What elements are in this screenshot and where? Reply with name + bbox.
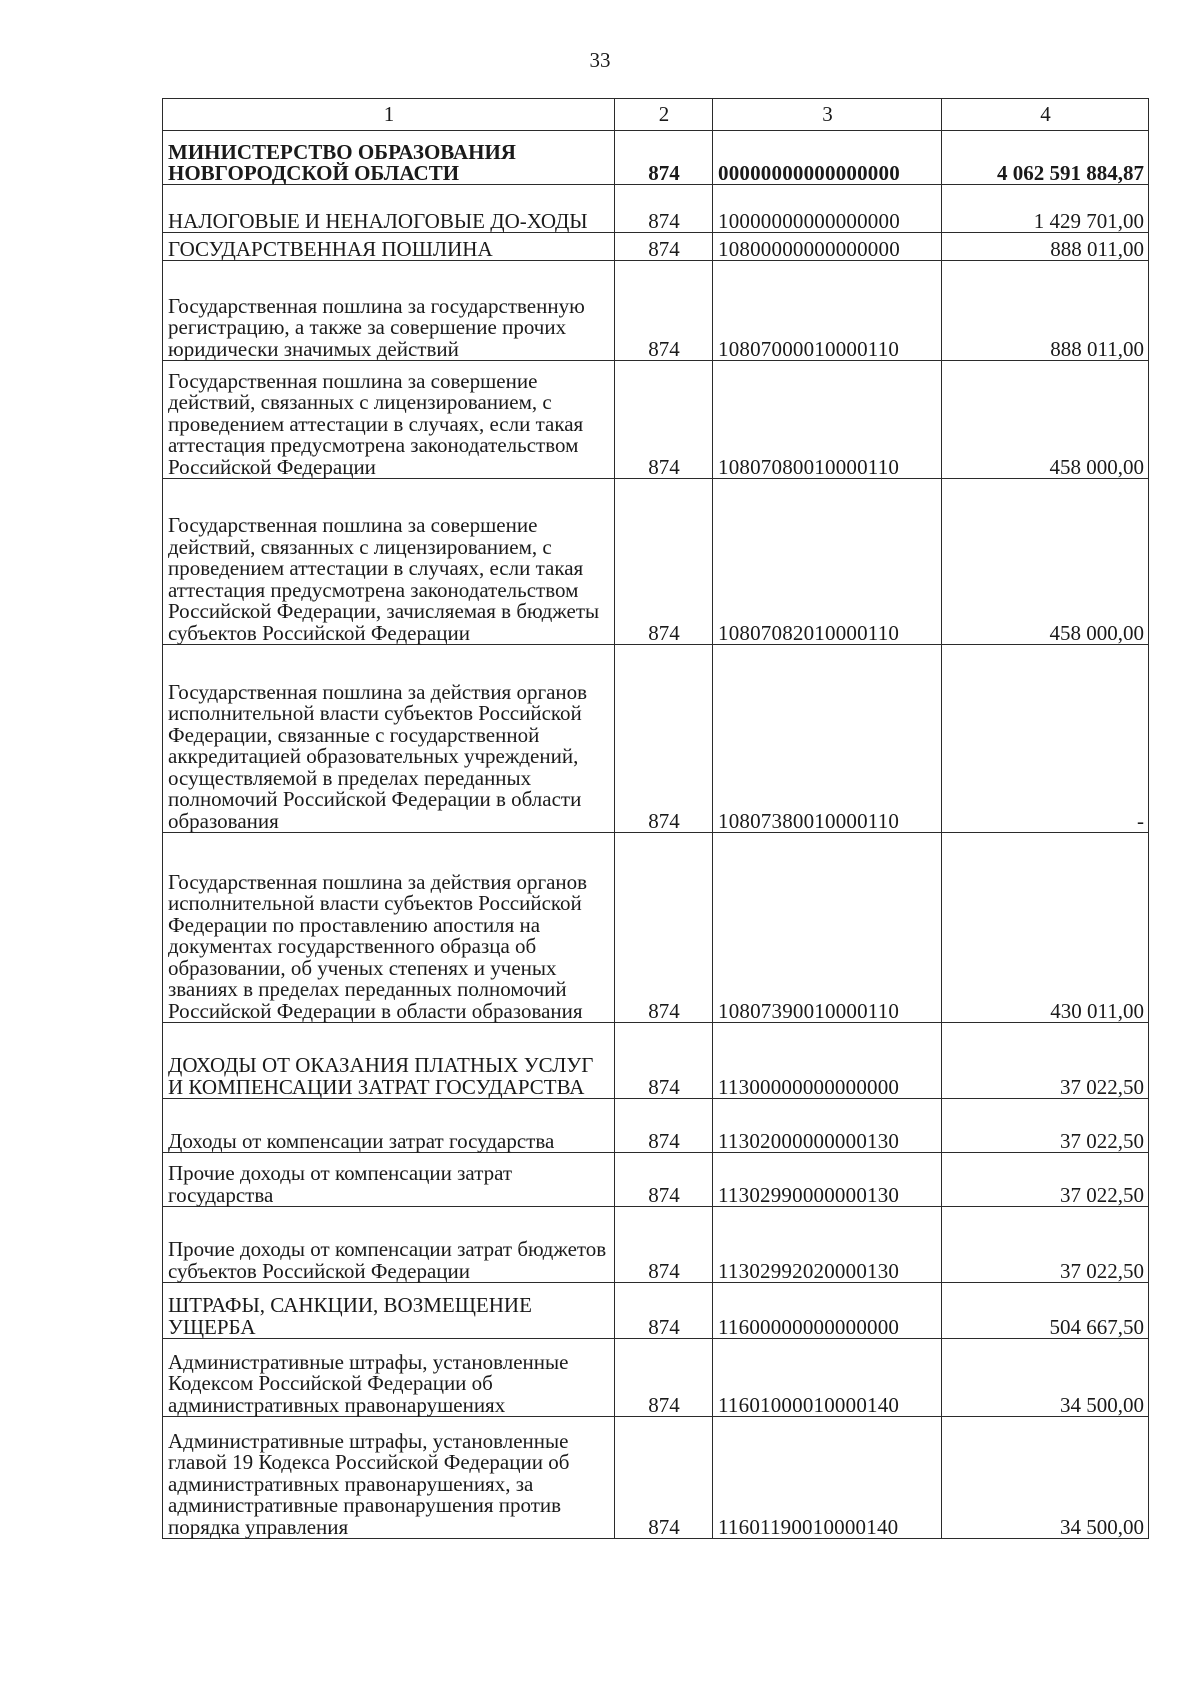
row-name: МИНИСТЕРСТВО ОБРАЗОВАНИЯ НОВГОРОДСКОЙ ОБЛАСТИ: [163, 131, 615, 185]
row-amount: 458 000,00: [942, 361, 1149, 479]
row-admin-code: 874: [615, 361, 713, 479]
row-admin-code: 874: [615, 131, 713, 185]
row-name: ГОСУДАРСТВЕННАЯ ПОШЛИНА: [163, 233, 615, 261]
table-row: [163, 233, 1149, 261]
row-budget-code: 10000000000000000: [713, 185, 942, 233]
row-budget-code: 11601000010000140: [713, 1339, 942, 1417]
row-admin-code: 874: [615, 261, 713, 361]
row-name: Прочие доходы от компенсации затрат государства: [163, 1153, 615, 1207]
table-row: [163, 131, 1149, 185]
row-budget-code: 10807380010000110: [713, 645, 942, 833]
row-admin-code: 874: [615, 479, 713, 645]
row-amount: 4 062 591 884,87: [942, 131, 1149, 185]
table-row: [163, 479, 1149, 645]
row-budget-code: 11601190010000140: [713, 1417, 942, 1539]
row-admin-code: 874: [615, 1417, 713, 1539]
row-amount: 37 022,50: [942, 1207, 1149, 1283]
row-admin-code: 874: [615, 1023, 713, 1099]
row-amount: -: [942, 645, 1149, 833]
table-row: [163, 1339, 1149, 1417]
row-amount: 37 022,50: [942, 1023, 1149, 1099]
row-budget-code: 10807080010000110: [713, 361, 942, 479]
row-name: Административные штрафы, установленные Кодексом Российской Федерации об административных правонарушениях: [163, 1339, 615, 1417]
row-name: ШТРАФЫ, САНКЦИИ, ВОЗМЕЩЕНИЕ УЩЕРБА: [163, 1283, 615, 1339]
table-row: [163, 1099, 1149, 1153]
row-amount: 888 011,00: [942, 233, 1149, 261]
row-amount: 34 500,00: [942, 1339, 1149, 1417]
row-amount: 458 000,00: [942, 479, 1149, 645]
row-admin-code: 874: [615, 1283, 713, 1339]
table-row: [163, 185, 1149, 233]
table-row: [163, 1023, 1149, 1099]
row-admin-code: 874: [615, 1339, 713, 1417]
column-header-2: 2: [615, 99, 713, 131]
row-admin-code: 874: [615, 645, 713, 833]
row-name: ДОХОДЫ ОТ ОКАЗАНИЯ ПЛАТНЫХ УСЛУГ И КОМПЕНСАЦИИ ЗАТРАТ ГОСУДАРСТВА: [163, 1023, 615, 1099]
row-amount: 37 022,50: [942, 1153, 1149, 1207]
page-number: 33: [589, 48, 611, 72]
row-budget-code: 11300000000000000: [713, 1023, 942, 1099]
row-budget-code: 10807082010000110: [713, 479, 942, 645]
column-header-1: 1: [163, 99, 615, 131]
table-row: [163, 361, 1149, 479]
row-amount: 1 429 701,00: [942, 185, 1149, 233]
row-budget-code: 00000000000000000: [713, 131, 942, 185]
row-admin-code: 874: [615, 1153, 713, 1207]
table-row: [163, 1283, 1149, 1339]
row-admin-code: 874: [615, 233, 713, 261]
row-budget-code: 11302990000000130: [713, 1153, 942, 1207]
row-budget-code: 10807000010000110: [713, 261, 942, 361]
row-amount: 888 011,00: [942, 261, 1149, 361]
row-admin-code: 874: [615, 833, 713, 1023]
row-admin-code: 874: [615, 1099, 713, 1153]
column-header-3: 3: [713, 99, 942, 131]
row-budget-code: 11302992020000130: [713, 1207, 942, 1283]
row-admin-code: 874: [615, 1207, 713, 1283]
row-budget-code: 11600000000000000: [713, 1283, 942, 1339]
table-row: [163, 645, 1149, 833]
row-name: Государственная пошлина за совершение действий, связанных с лицензированием, с проведением аттестации в случаях, если такая аттестация предусмотрена законодательством Российской Федерации: [163, 361, 615, 479]
row-name: Государственная пошлина за совершение действий, связанных с лицензированием, с проведением аттестации в случаях, если такая аттестация предусмотрена законодательством Российской Федерации, зачисляемая в бюджеты субъектов Российской Федерации: [163, 479, 615, 645]
row-budget-code: 11302000000000130: [713, 1099, 942, 1153]
row-name: Доходы от компенсации затрат государства: [163, 1099, 615, 1153]
revenue-table: [162, 98, 1149, 1539]
column-number-header-row: [163, 99, 1149, 131]
table-row: [163, 1417, 1149, 1539]
row-amount: 430 011,00: [942, 833, 1149, 1023]
row-name: Государственная пошлина за действия органов исполнительной власти субъектов Российской Федерации по проставлению апостиля на документах государственного образца об образовании, об ученых степенях и ученых званиях в пределах переданных полномочий Российской Федерации в области образования: [163, 833, 615, 1023]
row-name: Государственная пошлина за действия органов исполнительной власти субъектов Российской Федерации, связанные с государственной аккредитацией образовательных учреждений, осуществляемой в пределах переданных полномочий Российской Федерации в области образования: [163, 645, 615, 833]
table-row: [163, 1153, 1149, 1207]
row-name: Прочие доходы от компенсации затрат бюджетов субъектов Российской Федерации: [163, 1207, 615, 1283]
row-amount: 504 667,50: [942, 1283, 1149, 1339]
row-budget-code: 10807390010000110: [713, 833, 942, 1023]
table-row: [163, 1207, 1149, 1283]
row-amount: 37 022,50: [942, 1099, 1149, 1153]
table-row: [163, 833, 1149, 1023]
table-row: [163, 261, 1149, 361]
row-name: Административные штрафы, установленные главой 19 Кодекса Российской Федерации об административных правонарушениях, за административные правонарушения против порядка управления: [163, 1417, 615, 1539]
row-amount: 34 500,00: [942, 1417, 1149, 1539]
row-budget-code: 10800000000000000: [713, 233, 942, 261]
column-header-4: 4: [942, 99, 1149, 131]
row-name: НАЛОГОВЫЕ И НЕНАЛОГОВЫЕ ДО-ХОДЫ: [163, 185, 615, 233]
row-admin-code: 874: [615, 185, 713, 233]
row-name: Государственная пошлина за государственную регистрацию, а также за совершение прочих юридически значимых действий: [163, 261, 615, 361]
